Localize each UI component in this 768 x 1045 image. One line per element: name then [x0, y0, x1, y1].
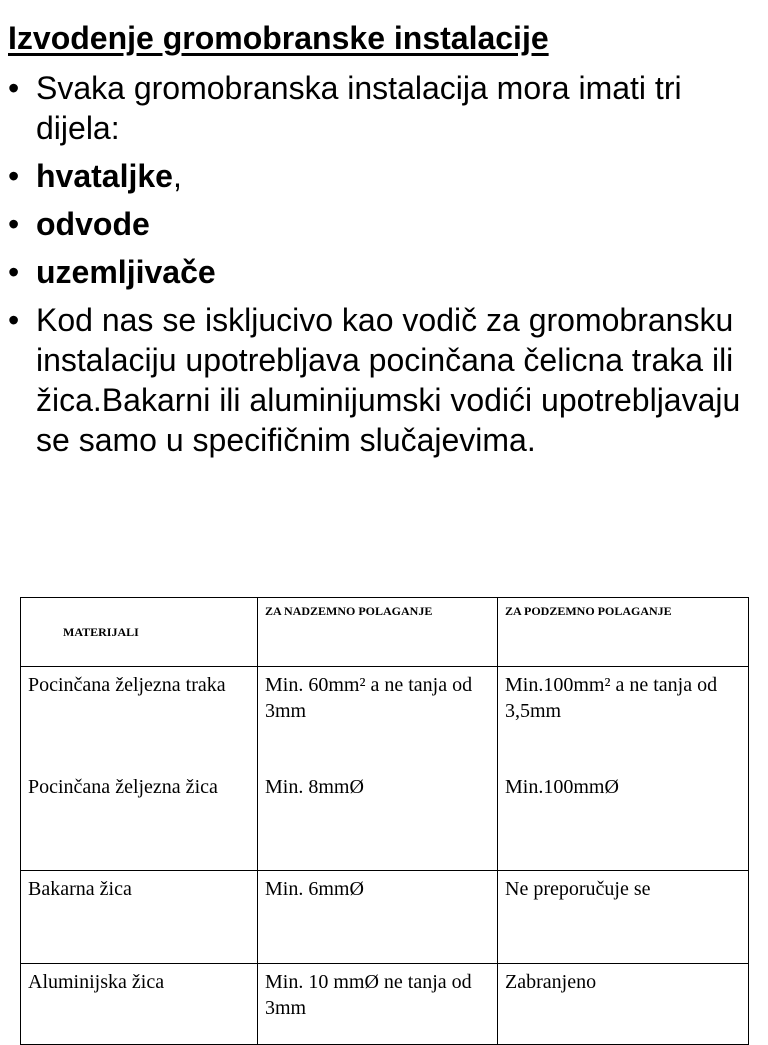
- bullet-suffix: ,: [172, 158, 182, 194]
- bullet-item-hvataljke: [8, 156, 748, 196]
- table-header-row: [21, 598, 749, 667]
- table-row: [21, 964, 749, 1045]
- cell-text: Min. 60mm² a ne tanja od 3mm: [265, 674, 473, 722]
- header-podzemno: ZA PODZEMNO POLAGANJE: [498, 598, 749, 667]
- bullet-dot: •: [8, 70, 20, 106]
- table-row: [21, 871, 749, 964]
- bullet-item-conductor-note: [8, 300, 748, 460]
- bullet-dot: •: [8, 254, 20, 290]
- bullet-dot: •: [8, 302, 20, 338]
- cell-text: Min.100mmØ: [505, 776, 619, 798]
- bullet-item-odvode: [8, 204, 748, 244]
- cell-podzemno: Zabranjeno: [498, 964, 749, 1045]
- cell-material: [21, 667, 258, 871]
- bullet-text: uzemljivače: [36, 254, 216, 290]
- table-row: [21, 667, 749, 871]
- bullet-text: odvode: [36, 206, 150, 242]
- bullet-text: Kod nas se iskljucivo kao vodič za gromobransku instalaciju upotrebljava pocinčana čelicna traka ili žica.Bakarni ili aluminijumski vodići upotrebljavaju se samo u specifičnim slučajevima.: [36, 302, 741, 458]
- bullet-item-uzemljivace: [8, 252, 748, 292]
- cell-nadzemno: Min. 10 mmØ ne tanja od 3mm: [258, 964, 498, 1045]
- bullet-list: [8, 68, 748, 468]
- cell-material: Aluminijska žica: [21, 964, 258, 1045]
- cell-podzemno: Ne preporučuje se: [498, 871, 749, 964]
- materials-table: [20, 597, 749, 1045]
- slide-title: Izvodenje gromobranske instalacije: [8, 20, 549, 56]
- cell-nadzemno: Min. 6mmØ: [258, 871, 498, 964]
- cell-material: Bakarna žica: [21, 871, 258, 964]
- cell-text: Min.100mm² a ne tanja od 3,5mm: [505, 674, 718, 722]
- cell-text: Pocinčana željezna traka: [28, 674, 226, 696]
- cell-text: Min. 8mmØ: [265, 776, 364, 798]
- cell-text: Pocinčana željezna žica: [28, 776, 218, 798]
- bullet-text: hvataljke: [36, 158, 173, 194]
- bullet-dot: •: [8, 206, 20, 242]
- header-nadzemno: ZA NADZEMNO POLAGANJE: [258, 598, 498, 667]
- cell-nadzemno: [258, 667, 498, 871]
- cell-podzemno: [498, 667, 749, 871]
- header-materijali: MATERIJALI: [21, 598, 258, 667]
- bullet-text: Svaka gromobranska instalacija mora imati tri dijela:: [36, 70, 682, 146]
- bullet-item-intro: [8, 68, 748, 148]
- bullet-dot: •: [8, 158, 20, 194]
